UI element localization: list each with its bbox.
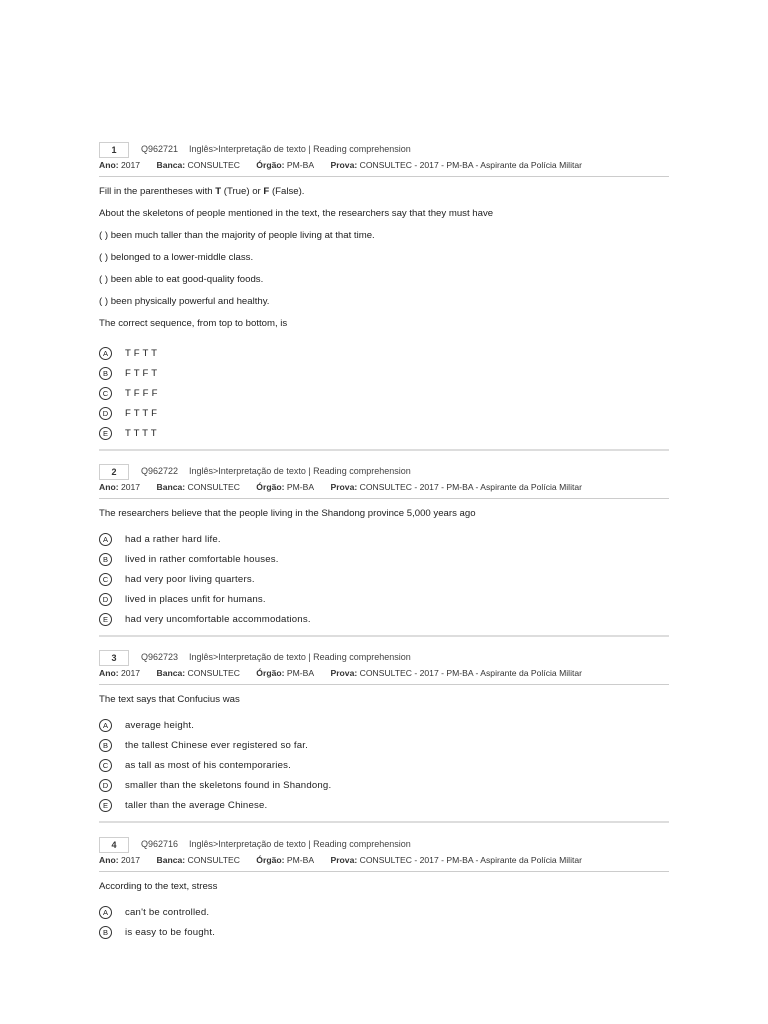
- exam-label: Prova:: [330, 668, 358, 678]
- question-divider: [99, 635, 669, 637]
- option-text: is easy to be fought.: [125, 926, 216, 938]
- question-statement: About the skeletons of people mentioned in the text, the researchers say that they must have: [99, 208, 494, 219]
- answer-option[interactable]: [99, 383, 669, 403]
- exam-value: CONSULTEC - 2017 - PM-BA - Aspirante da Polícia Militar: [359, 482, 583, 492]
- option-text: lived in rather comfortable houses.: [125, 553, 279, 565]
- question-metadata: [99, 668, 669, 685]
- option-letter-badge[interactable]: A: [99, 719, 112, 732]
- question-header: [99, 464, 669, 482]
- year-value: 2017: [120, 482, 141, 492]
- question-divider: [99, 821, 669, 823]
- option-letter-badge[interactable]: A: [99, 347, 112, 360]
- exam-value: CONSULTEC - 2017 - PM-BA - Aspirante da Polícia Militar: [359, 160, 583, 170]
- question-3: [99, 650, 669, 823]
- board-label: Banca:: [156, 668, 186, 678]
- exam-label: Prova:: [330, 855, 358, 865]
- answer-option[interactable]: [99, 609, 669, 629]
- option-text: had very poor living quarters.: [125, 573, 255, 585]
- option-letter-badge[interactable]: E: [99, 613, 112, 626]
- answer-options: [99, 715, 669, 815]
- statement-item: ( ) been able to eat good-quality foods.: [99, 274, 264, 285]
- option-letter-badge[interactable]: E: [99, 799, 112, 812]
- question-subject: Inglês>Interpretação de texto | Reading comprehension: [189, 839, 411, 849]
- answer-options: [99, 343, 669, 443]
- answer-option[interactable]: [99, 423, 669, 443]
- option-text: T F F F: [125, 387, 158, 399]
- answer-option[interactable]: [99, 569, 669, 589]
- true-marker: T: [215, 186, 222, 197]
- board-value: CONSULTEC: [187, 668, 240, 678]
- statement-item: ( ) been much taller than the majority of people living at that time.: [99, 230, 375, 241]
- agency-value: PM-BA: [286, 160, 315, 170]
- option-text: the tallest Chinese ever registered so far.: [125, 739, 308, 751]
- option-letter-badge[interactable]: D: [99, 593, 112, 606]
- question-4: [99, 837, 669, 942]
- question-number: 1: [99, 142, 129, 158]
- exam-label: Prova:: [330, 482, 358, 492]
- question-subject: Inglês>Interpretação de texto | Reading comprehension: [189, 652, 411, 662]
- option-text: F T T F: [125, 407, 158, 419]
- agency-value: PM-BA: [286, 482, 315, 492]
- option-text: as tall as most of his contemporaries.: [125, 759, 291, 771]
- question-header: [99, 142, 669, 160]
- board-value: CONSULTEC: [187, 160, 240, 170]
- answer-option[interactable]: [99, 589, 669, 609]
- year-value: 2017: [120, 855, 141, 865]
- question-subject: Inglês>Interpretação de texto | Reading comprehension: [189, 466, 411, 476]
- board-value: CONSULTEC: [187, 855, 240, 865]
- question-subject: Inglês>Interpretação de texto | Reading comprehension: [189, 144, 411, 154]
- exam-label: Prova:: [330, 160, 358, 170]
- answer-option[interactable]: [99, 343, 669, 363]
- option-letter-badge[interactable]: B: [99, 926, 112, 939]
- question-metadata: [99, 160, 669, 177]
- option-text: lived in places unﬁt for humans.: [125, 593, 266, 605]
- false-marker: F: [263, 186, 270, 197]
- option-text: had very uncomfortable accommodations.: [125, 613, 311, 625]
- exam-value: CONSULTEC - 2017 - PM-BA - Aspirante da Polícia Militar: [359, 668, 583, 678]
- option-text: average height.: [125, 719, 195, 731]
- answer-option[interactable]: [99, 775, 669, 795]
- agency-label: Órgão:: [256, 855, 285, 865]
- option-letter-badge[interactable]: A: [99, 533, 112, 546]
- option-text: smaller than the skeletons found in Shandong.: [125, 779, 332, 791]
- option-letter-badge[interactable]: D: [99, 779, 112, 792]
- question-code[interactable]: Q962722: [141, 466, 179, 476]
- answer-option[interactable]: [99, 529, 669, 549]
- statement-item: ( ) belonged to a lower-middle class.: [99, 252, 254, 263]
- option-text: can't be controlled.: [125, 906, 210, 918]
- question-number: 2: [99, 464, 129, 480]
- agency-label: Órgão:: [256, 668, 285, 678]
- board-label: Banca:: [156, 855, 186, 865]
- question-code[interactable]: Q962723: [141, 652, 179, 662]
- answer-option[interactable]: [99, 715, 669, 735]
- option-text: taller than the average Chinese.: [125, 799, 268, 811]
- answer-option[interactable]: [99, 363, 669, 383]
- question-code[interactable]: Q962721: [141, 144, 179, 154]
- option-text: T T T T: [125, 427, 157, 439]
- agency-label: Órgão:: [256, 482, 285, 492]
- board-label: Banca:: [156, 160, 186, 170]
- year-label: Ano:: [99, 482, 119, 492]
- answer-option[interactable]: [99, 902, 669, 922]
- answer-option[interactable]: [99, 922, 669, 942]
- question-instruction: Fill in the parentheses with T (True) or F (False).: [99, 186, 305, 197]
- option-text: F T F T: [125, 367, 158, 379]
- option-letter-badge[interactable]: C: [99, 387, 112, 400]
- question-header: [99, 837, 669, 855]
- agency-value: PM-BA: [286, 855, 315, 865]
- option-letter-badge[interactable]: C: [99, 573, 112, 586]
- question-statement: The researchers believe that the people living in the Shandong province 5,000 years ago: [99, 508, 476, 519]
- year-label: Ano:: [99, 160, 119, 170]
- option-letter-badge[interactable]: D: [99, 407, 112, 420]
- option-letter-badge[interactable]: E: [99, 427, 112, 440]
- option-letter-badge[interactable]: A: [99, 906, 112, 919]
- question-statement: The text says that Confucius was: [99, 694, 240, 705]
- question-divider: [99, 449, 669, 451]
- question-statement: According to the text, stress: [99, 881, 218, 892]
- answer-option[interactable]: [99, 735, 669, 755]
- year-label: Ano:: [99, 855, 119, 865]
- question-2: [99, 464, 669, 637]
- answer-option[interactable]: [99, 403, 669, 423]
- option-text: had a rather hard life.: [125, 533, 221, 545]
- statement-item: ( ) been physically powerful and healthy.: [99, 296, 270, 307]
- answer-option[interactable]: [99, 549, 669, 569]
- answer-options: [99, 902, 669, 942]
- year-value: 2017: [120, 668, 141, 678]
- question-metadata: [99, 482, 669, 499]
- option-letter-badge[interactable]: B: [99, 739, 112, 752]
- option-letter-badge[interactable]: C: [99, 759, 112, 772]
- board-value: CONSULTEC: [187, 482, 240, 492]
- answer-options: [99, 529, 669, 629]
- question-1: [99, 142, 669, 451]
- agency-value: PM-BA: [286, 668, 315, 678]
- board-label: Banca:: [156, 482, 186, 492]
- question-prompt: The correct sequence, from top to bottom, is: [99, 318, 288, 329]
- question-number: 3: [99, 650, 129, 666]
- exam-value: CONSULTEC - 2017 - PM-BA - Aspirante da Polícia Militar: [359, 855, 583, 865]
- year-value: 2017: [120, 160, 141, 170]
- answer-option[interactable]: [99, 755, 669, 775]
- option-text: T F T T: [125, 347, 158, 359]
- question-metadata: [99, 855, 669, 872]
- year-label: Ano:: [99, 668, 119, 678]
- agency-label: Órgão:: [256, 160, 285, 170]
- question-code[interactable]: Q962716: [141, 839, 179, 849]
- question-number: 4: [99, 837, 129, 853]
- question-header: [99, 650, 669, 668]
- option-letter-badge[interactable]: B: [99, 367, 112, 380]
- option-letter-badge[interactable]: B: [99, 553, 112, 566]
- answer-option[interactable]: [99, 795, 669, 815]
